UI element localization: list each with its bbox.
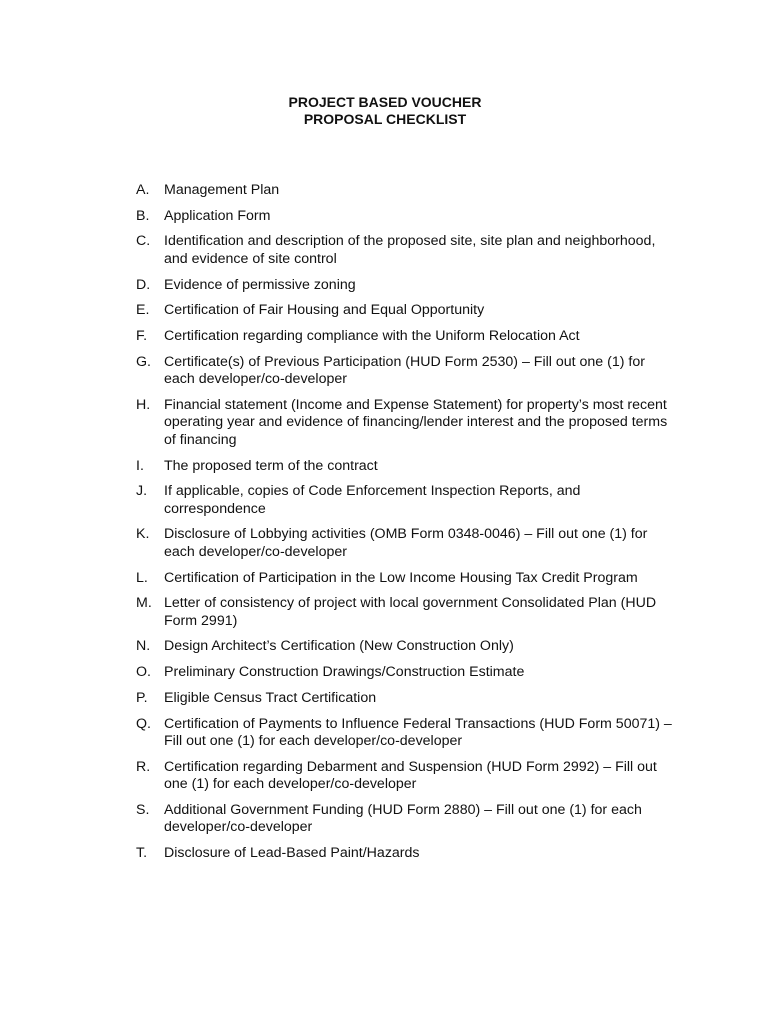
- checklist-item-g: [136, 354, 676, 389]
- item-letter: H.: [136, 396, 151, 413]
- item-letter: T.: [136, 845, 148, 862]
- item-letter: M.: [136, 595, 152, 612]
- item-letter: K.: [136, 526, 150, 543]
- item-letter: O.: [136, 664, 151, 681]
- checklist-item-l: [136, 570, 676, 588]
- item-letter: N.: [136, 638, 151, 655]
- item-text: Eligible Census Tract Certification: [164, 689, 377, 706]
- checklist-item-r: [136, 759, 676, 794]
- item-text: Evidence of permissive zoning: [164, 276, 356, 293]
- item-text: Disclosure of Lead-Based Paint/Hazards: [164, 845, 420, 862]
- checklist-item-c: [136, 233, 676, 268]
- checklist-item-d: [136, 277, 676, 295]
- checklist-item-h: [136, 397, 676, 450]
- checklist-item-b: [136, 208, 676, 226]
- item-letter: D.: [136, 276, 151, 293]
- item-letter: E.: [136, 302, 150, 319]
- checklist-item-j: [136, 483, 676, 518]
- title-line-1: PROJECT BASED VOUCHER: [288, 94, 482, 110]
- item-text: Design Architect’s Certification (New Construction Only): [164, 638, 514, 655]
- item-text: Management Plan: [164, 182, 280, 198]
- item-letter: I.: [136, 457, 144, 474]
- checklist-item-k: [136, 526, 676, 561]
- checklist-item-n: [136, 638, 676, 656]
- item-letter: G.: [136, 353, 151, 370]
- item-text: Identification and description of the proposed site, site plan and neighborhood, and evidence of site control: [164, 233, 656, 267]
- item-text: Certification regarding compliance with the Uniform Relocation Act: [164, 327, 580, 344]
- item-letter: B.: [136, 207, 150, 224]
- item-text: Certificate(s) of Previous Participation (HUD Form 2530) – Fill out one (1) for each developer/co-developer: [164, 353, 645, 388]
- item-text: Additional Government Funding (HUD Form 2880) – Fill out one (1) for each developer/co-developer: [164, 801, 642, 836]
- item-text: Financial statement (Income and Expense Statement) for property’s most recent operating year and evidence of financing/lender interest and the proposed terms of financing: [164, 396, 668, 448]
- item-letter: Q.: [136, 715, 151, 732]
- item-text: If applicable, copies of Code Enforcement Inspection Reports, and correspondence: [164, 483, 581, 517]
- checklist-item-s: [136, 802, 676, 837]
- item-letter: C.: [136, 233, 151, 250]
- item-letter: L.: [136, 569, 148, 586]
- item-letter: F.: [136, 327, 148, 344]
- item-letter: S.: [136, 801, 150, 818]
- checklist-item-e: [136, 302, 676, 320]
- checklist-item-q: [136, 716, 676, 751]
- checklist-item-m: [136, 595, 676, 630]
- checklist-item-p: [136, 690, 676, 708]
- item-text: The proposed term of the contract: [164, 457, 378, 474]
- checklist-item-i: [136, 458, 676, 476]
- checklist-item-t: [136, 845, 676, 863]
- item-letter: J.: [136, 483, 148, 500]
- item-letter: P.: [136, 689, 148, 706]
- checklist-item-o: [136, 664, 676, 682]
- checklist-item-f: [136, 328, 676, 346]
- item-letter: A.: [136, 182, 150, 198]
- item-text: Disclosure of Lobbying activities (OMB Form 0348-0046) – Fill out one (1) for each developer/co-developer: [164, 526, 648, 560]
- item-text: Certification regarding Debarment and Suspension (HUD Form 2992) – Fill out one (1) for each developer/co-developer: [164, 758, 657, 793]
- document-title: [0, 94, 770, 128]
- title-line-2: PROPOSAL CHECKLIST: [303, 111, 467, 127]
- proposal-checklist: [136, 182, 676, 871]
- item-letter: R.: [136, 758, 151, 775]
- checklist-item-a: [136, 182, 676, 200]
- item-text: Certification of Fair Housing and Equal Opportunity: [164, 302, 485, 319]
- item-text: Certification of Participation in the Low Income Housing Tax Credit Program: [164, 569, 638, 586]
- item-text: Certification of Payments to Influence Federal Transactions (HUD Form 50071) – Fill out one (1) for each developer/co-developer: [164, 715, 672, 749]
- item-text: Letter of consistency of project with local government Consolidated Plan (HUD Form 2991): [164, 595, 657, 629]
- item-text: Application Form: [164, 207, 271, 224]
- item-text: Preliminary Construction Drawings/Construction Estimate: [164, 664, 525, 681]
